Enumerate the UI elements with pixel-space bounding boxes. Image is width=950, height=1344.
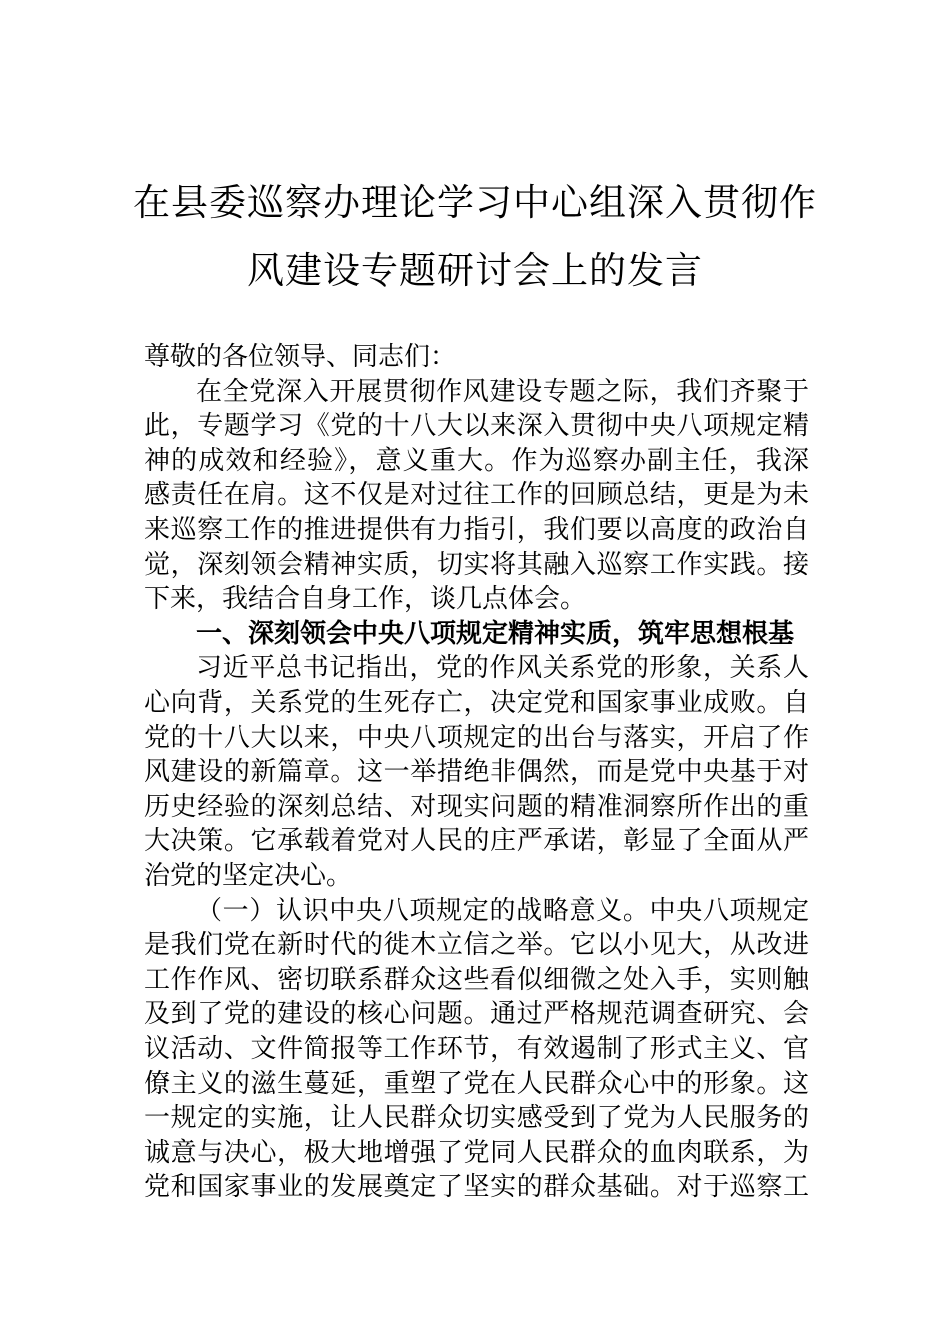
paragraph-line: 感责任在肩。这不仅是对过往工作的回顾总结，更是为未 <box>144 480 809 511</box>
salutation: 尊敬的各位领导、同志们： <box>144 342 457 372</box>
document-title-line-1: 在县委巡察办理论学习中心组深入贯彻作 <box>133 181 817 224</box>
paragraph-line: 来巡察工作的推进提供有力指引，我们要以高度的政治自 <box>144 515 809 545</box>
paragraph-line: 诚意与决心，极大地增强了党同人民群众的血肉联系，为 <box>144 1137 809 1168</box>
paragraph-line: 是我们党在新时代的徙木立信之举。它以小见大，从改进 <box>144 930 809 961</box>
paragraph-line: 党的十八大以来，中央八项规定的出台与落实，开启了作 <box>144 722 809 753</box>
paragraph-line: 一规定的实施，让人民群众切实感受到了党为人民服务的 <box>144 1103 809 1134</box>
paragraph-line: 在全党深入开展贯彻作风建设专题之际，我们齐聚于 <box>196 376 809 407</box>
paragraph-line: 觉，深刻领会精神实质，切实将其融入巡察工作实践。接 <box>144 549 809 580</box>
paragraph-line: 党和国家事业的发展奠定了坚实的群众基础。对于巡察工 <box>144 1172 809 1203</box>
section-heading: 一、深刻领会中央八项规定精神实质，筑牢思想根基 <box>196 618 795 649</box>
paragraph-line: 工作作风、密切联系群众这些看似细微之处入手，实则触 <box>144 964 809 995</box>
paragraph-line: 风建设的新篇章。这一举措绝非偶然，而是党中央基于对 <box>144 757 809 788</box>
paragraph-line: 及到了党的建设的核心问题。通过严格规范调查研究、会 <box>144 999 809 1030</box>
subsection-line: （一）认识中央八项规定的战略意义。中央八项规定 <box>196 895 809 926</box>
paragraph-line: 此，专题学习《党的十八大以来深入贯彻中央八项规定精 <box>144 411 809 442</box>
paragraph-line: 习近平总书记指出，党的作风关系党的形象，关系人 <box>196 653 809 684</box>
paragraph-line: 神的成效和经验》，意义重大。作为巡察办副主任，我深 <box>144 445 809 476</box>
paragraph-line: 历史经验的深刻总结、对现实问题的精准洞察所作出的重 <box>144 791 809 822</box>
document-title-line-2: 风建设专题研讨会上的发言 <box>247 249 703 292</box>
paragraph-line: 议活动、文件简报等工作环节，有效遏制了形式主义、官 <box>144 1034 809 1064</box>
paragraph-line: 大决策。它承载着党对人民的庄严承诺，彰显了全面从严 <box>144 826 809 857</box>
paragraph-line: 治党的坚定决心。 <box>144 861 353 891</box>
paragraph-line: 心向背，关系党的生死存亡，决定党和国家事业成败。自 <box>144 688 809 718</box>
paragraph-line: 下来，我结合自身工作，谈几点体会。 <box>144 584 587 615</box>
paragraph-line: 僚主义的滋生蔓延，重塑了党在人民群众心中的形象。这 <box>144 1068 809 1099</box>
